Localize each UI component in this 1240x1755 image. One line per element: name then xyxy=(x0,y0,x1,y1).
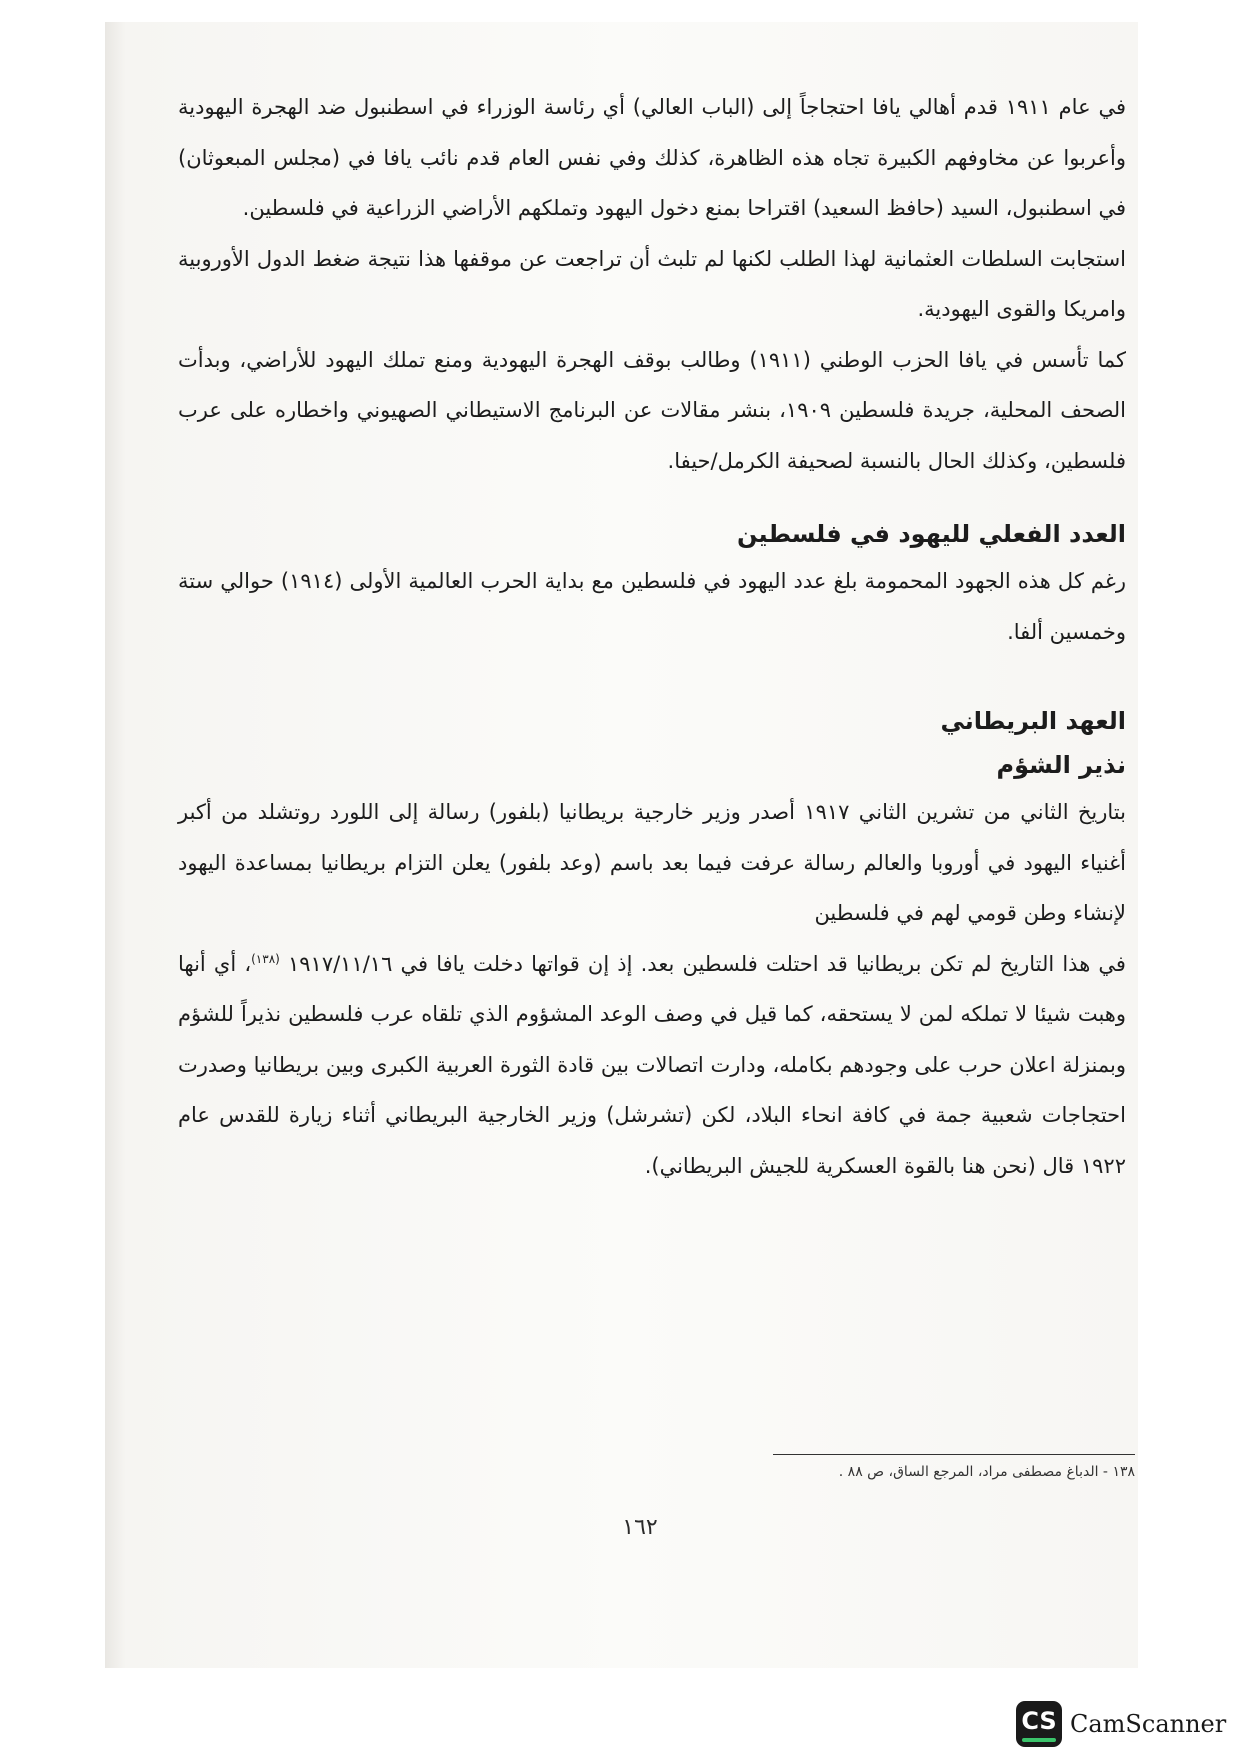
section-heading: العهد البريطاني xyxy=(940,707,1126,735)
footnote-reference: (١٣٨) xyxy=(251,951,280,966)
paragraph-text: في هذا التاريخ لم تكن بريطانيا قد احتلت فلسطين بعد. إذ إن قواتها دخلت يافا في ١٩١٧/١١/١٦ xyxy=(287,951,1126,976)
camscanner-logo-icon: CS xyxy=(1016,1701,1062,1747)
footnote-divider xyxy=(773,1454,1135,1455)
paragraph xyxy=(178,939,1126,1192)
section-subheading: نذير الشؤم xyxy=(996,751,1126,779)
section-heading: العدد الفعلي لليهود في فلسطين xyxy=(736,520,1126,548)
paragraph: في عام ١٩١١ قدم أهالي يافا احتجاجاً إلى (الباب العالي) أي رئاسة الوزراء في اسطنبول ضد الهجرة اليهودية وأعربوا عن مخاوفهم الكبيرة تجاه هذه الظاهرة، كذلك وفي نفس العام قدم نائب يافا في (مجلس المبعوثان) في اسطنبول، السيد (حافظ السعيد) اقتراحا بمنع دخول اليهود وتملكهم الأراضي الزراعية في فلسطين. xyxy=(178,95,1126,220)
footnote: ١٣٨ - الدباغ مصطفى مراد، المرجع الساق، ص ٨٨ . xyxy=(838,1464,1135,1480)
paragraph: كما تأسس في يافا الحزب الوطني (١٩١١) وطالب بوقف الهجرة اليهودية ومنع تملك اليهود للأراضي، وبدأت الصحف المحلية، جريدة فلسطين ١٩٠٩، بنشر مقالات عن البرنامج الاستيطاني الصهيوني واخطاره على عرب فلسطين، وكذلك الحال بالنسبة لصحيفة الكرمل/حيفا. xyxy=(178,347,1127,473)
paragraph-text: ، أي أنها وهبت شيئا لا تملكه لمن لا يستحقه، كما قيل في وصف الوعد المشؤوم الذي تلقاه عرب فلسطين نذيراً للشؤم وبمنزلة اعلان حرب على وجودهم بكامله، ودارت اتصالات بين قادة الثورة العربية الكبرى وبين بريطانيا وصدرت احتجاجات شعبية جمة في كافة انحاء البلاد، لكن (تشرشل) وزير الخارجية البريطاني أثناء زيارة للقدس عام ١٩٢٢ قال (نحن هنا بالقوة العسكرية للجيش البريطاني). xyxy=(178,951,1126,1178)
paragraph: رغم كل هذه الجهود المحمومة بلغ عدد اليهود في فلسطين مع بداية الحرب العالمية الأولى (١٩١٤) حوالي ستة وخمسين ألفا. xyxy=(178,569,1126,644)
page-body xyxy=(178,82,1126,1191)
camscanner-name: CamScanner xyxy=(1070,1710,1227,1738)
paragraph: استجابت السلطات العثمانية لهذا الطلب لكنها لم تلبث أن تراجعت عن موقفها هذا نتيجة ضغط الدول الأوروبية وامريكا والقوى اليهودية. xyxy=(178,246,1126,321)
page-number: ١٦٢ xyxy=(622,1515,658,1540)
camscanner-watermark xyxy=(1016,1700,1226,1748)
paragraph: بتاريخ الثاني من تشرين الثاني ١٩١٧ أصدر وزير خارجية بريطانيا (بلفور) رسالة إلى اللورد روتشلد من أكبر أغنياء اليهود في أوروبا والعالم رسالة عرفت فيما بعد باسم (وعد بلفور) يعلن التزام بريطانيا بمساعدة اليهود لإنشاء وطن قومي لهم في فلسطين xyxy=(178,800,1126,925)
